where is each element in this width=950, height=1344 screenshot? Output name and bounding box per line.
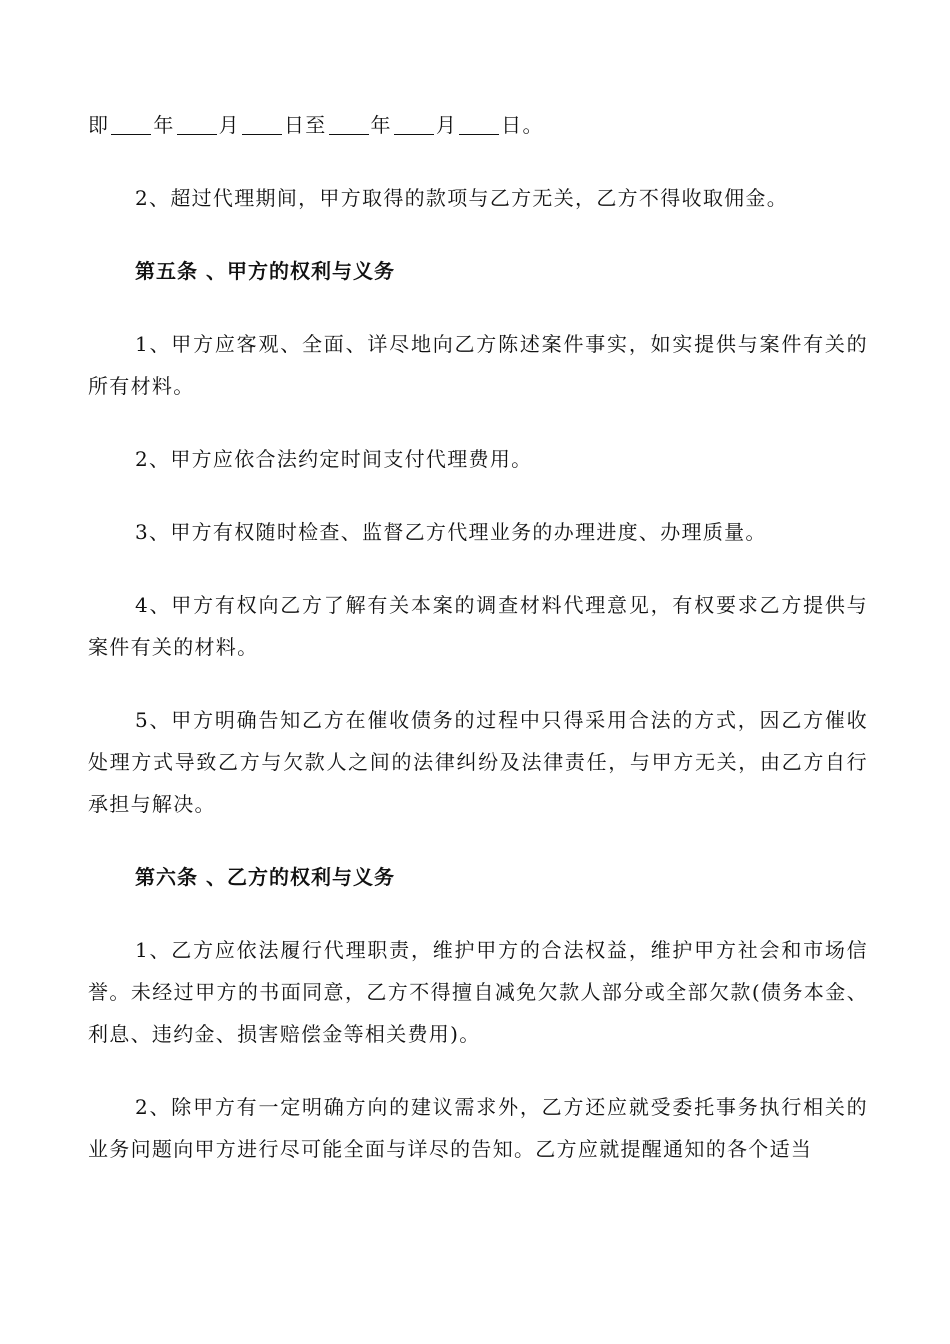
section-6-item-1: 1、乙方应依法履行代理职责，维护甲方的合法权益，维护甲方社会和市场信誉。未经过甲方的书面同意，乙方不得擅自减免欠款人部分或全部欠款(债务本金、利息、违约金、损害赔偿金等相关费用)。 [88, 938, 868, 1046]
section-5-item-2: 2、甲方应依合法约定时间支付代理费用。 [135, 447, 533, 471]
date-day-1: 日至 [283, 113, 327, 137]
date-year-2: 年 [370, 113, 392, 137]
blank-month-2 [394, 114, 434, 135]
section-5-title: 第五条 、甲方的权利与义务 [135, 259, 395, 283]
date-prefix: 即 [88, 113, 110, 137]
date-line [88, 104, 868, 146]
section-5-item-1: 1、甲方应客观、全面、详尽地向乙方陈述案件事实，如实提供与案件有关的所有材料。 [88, 332, 868, 398]
blank-year-1 [111, 114, 151, 135]
blank-day-2 [459, 114, 499, 135]
blank-day-1 [242, 114, 282, 135]
section-5-item-4: 4、甲方有权向乙方了解有关本案的调查材料代理意见，有权要求乙方提供与案件有关的材料。 [88, 593, 868, 659]
section-5-item-3: 3、甲方有权随时检查、监督乙方代理业务的办理进度、办理质量。 [135, 520, 767, 544]
date-month-1: 月 [218, 113, 240, 137]
date-day-2: 日。 [501, 113, 544, 137]
blank-year-2 [329, 114, 369, 135]
section-6-item-2: 2、除甲方有一定明确方向的建议需求外，乙方还应就受委托事务执行相关的业务问题向甲方进行尽可能全面与详尽的告知。乙方应就提醒通知的各个适当 [88, 1095, 868, 1161]
document-body [88, 104, 868, 1201]
date-year-1: 年 [153, 113, 175, 137]
blank-month-1 [177, 114, 217, 135]
period-clause-2: 2、超过代理期间，甲方取得的款项与乙方无关，乙方不得收取佣金。 [135, 186, 789, 210]
section-6-title: 第六条 、乙方的权利与义务 [135, 865, 395, 889]
section-5-item-5: 5、甲方明确告知乙方在催收债务的过程中只得采用合法的方式，因乙方催收处理方式导致乙方与欠款人之间的法律纠纷及法律责任，与甲方无关，由乙方自行承担与解决。 [88, 708, 868, 816]
date-month-2: 月 [435, 113, 458, 137]
